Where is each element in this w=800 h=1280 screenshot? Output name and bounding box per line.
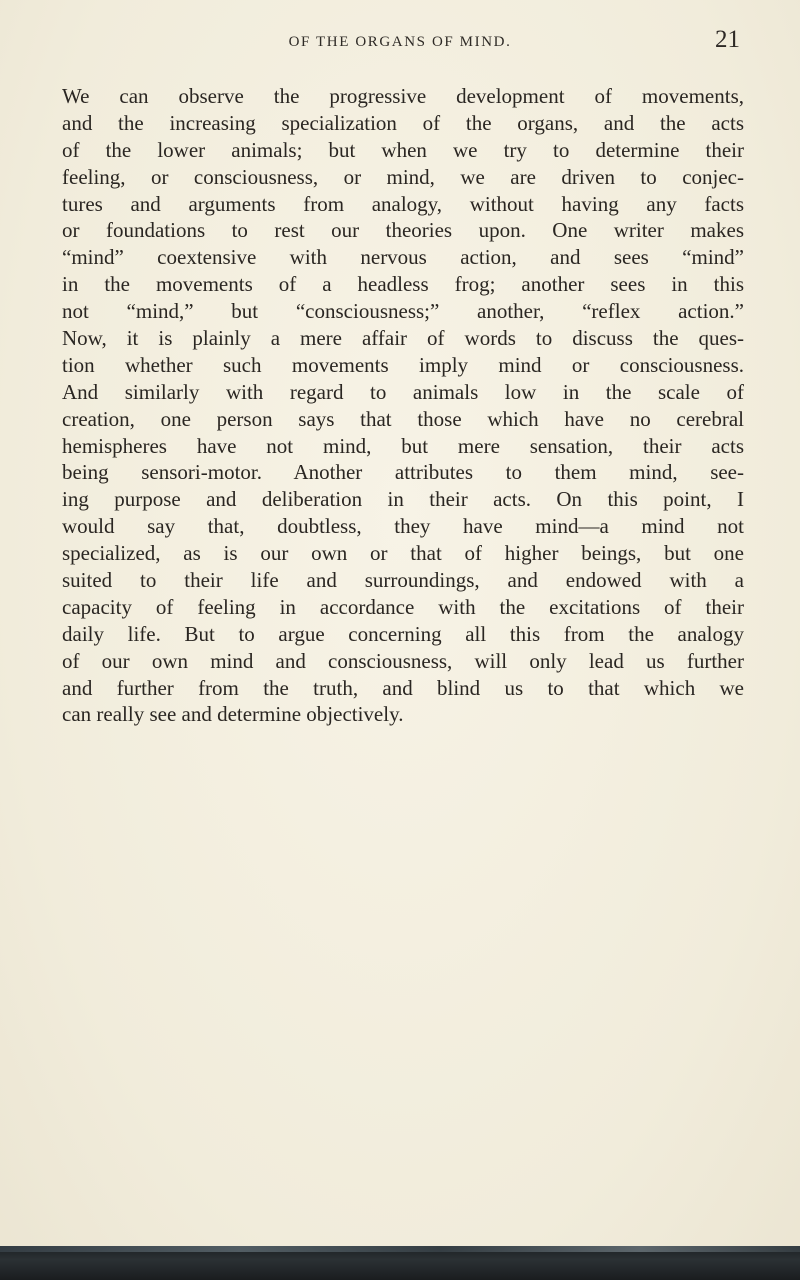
text-line: We can observe the progressive development of movements, bbox=[62, 84, 744, 108]
running-head bbox=[60, 26, 740, 60]
text-line: in the movements of a headless frog; another sees in this bbox=[62, 272, 744, 297]
text-line: can really see and determine objectively. bbox=[62, 702, 404, 727]
text-line: not “mind,” but “consciousness;” another, “reflex action.” bbox=[62, 299, 744, 324]
text-line: daily life. But to argue concerning all this from the analogy bbox=[62, 621, 744, 646]
text-line: “mind” coextensive with nervous action, and sees “mind” bbox=[62, 245, 744, 270]
body-paragraph bbox=[62, 83, 744, 728]
running-title: OF THE ORGANS OF MIND. bbox=[288, 34, 512, 50]
text-line: being sensori-motor. Another attributes to them mind, see- bbox=[62, 460, 744, 485]
text-line: Now, it is plainly a mere affair of words to discuss the ques- bbox=[62, 326, 744, 351]
text-line: feeling, or consciousness, or mind, we are driven to conjec- bbox=[62, 164, 744, 189]
text-line: suited to their life and surroundings, and endowed with a bbox=[62, 568, 744, 593]
text-line: hemispheres have not mind, but mere sensation, their acts bbox=[62, 433, 744, 458]
text-line: of the lower animals; but when we try to determine their bbox=[62, 137, 744, 162]
text-line: or foundations to rest our theories upon. One writer makes bbox=[62, 218, 744, 243]
text-line: and the increasing specialization of the organs, and the acts bbox=[62, 110, 744, 135]
text-line: And similarly with regard to animals low in the scale of bbox=[62, 379, 744, 404]
text-line: ing purpose and deliberation in their acts. On this point, I bbox=[62, 487, 744, 512]
text-line: of our own mind and consciousness, will only lead us further bbox=[62, 648, 744, 673]
text-line: and further from the truth, and blind us to that which we bbox=[62, 675, 744, 700]
text-line: capacity of feeling in accordance with the excitations of their bbox=[62, 594, 744, 619]
text-line: tures and arguments from analogy, without having any facts bbox=[62, 191, 744, 216]
text-line: creation, one person says that those which have no cerebral bbox=[62, 406, 744, 431]
text-line: tion whether such movements imply mind or consciousness. bbox=[62, 352, 744, 377]
page-number: 21 bbox=[715, 26, 740, 53]
text-line: would say that, doubtless, they have mind—a mind not bbox=[62, 514, 744, 539]
scan-bottom-edge bbox=[0, 1246, 800, 1280]
text-line: specialized, as is our own or that of higher beings, but one bbox=[62, 541, 744, 566]
